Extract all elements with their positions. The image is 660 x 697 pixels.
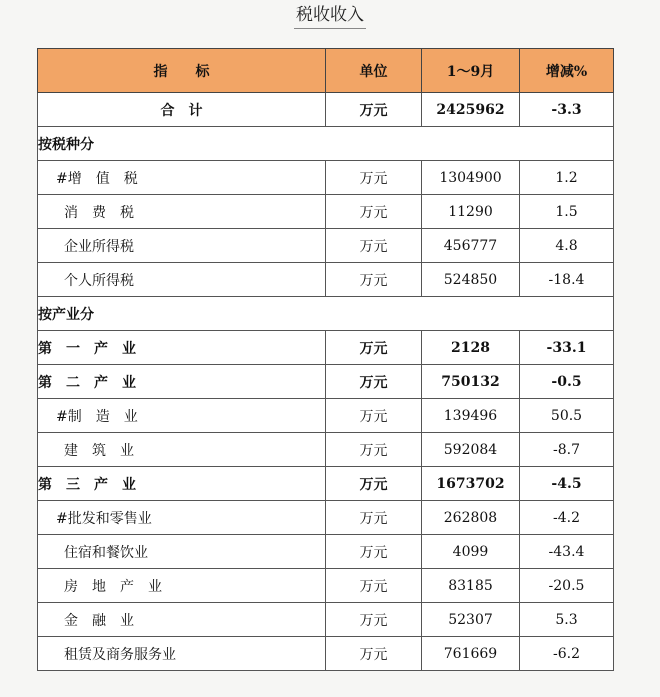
row-change: -4.2 (520, 501, 614, 535)
row-value: 262808 (422, 501, 520, 535)
row-unit: 万元 (326, 93, 422, 127)
table-section-row (38, 127, 614, 161)
table-row (38, 365, 614, 399)
row-value: 2128 (422, 331, 520, 365)
row-name: #制 造 业 (38, 399, 326, 433)
row-name: 消 费 税 (38, 195, 326, 229)
row-change: -4.5 (520, 467, 614, 501)
row-unit: 万元 (326, 263, 422, 297)
table-row (38, 603, 614, 637)
row-value: 592084 (422, 433, 520, 467)
row-value: 139496 (422, 399, 520, 433)
table-row (38, 263, 614, 297)
row-name: 合 计 (38, 93, 326, 127)
row-name: #批发和零售业 (38, 501, 326, 535)
row-unit: 万元 (326, 569, 422, 603)
table-row (38, 195, 614, 229)
page-title: 税收收入 (294, 4, 366, 29)
row-unit: 万元 (326, 229, 422, 263)
row-value: 750132 (422, 365, 520, 399)
table-section-row (38, 297, 614, 331)
row-unit: 万元 (326, 535, 422, 569)
row-value: 83185 (422, 569, 520, 603)
row-unit: 万元 (326, 501, 422, 535)
row-unit: 万元 (326, 161, 422, 195)
table-row (38, 569, 614, 603)
row-value: 52307 (422, 603, 520, 637)
row-value: 456777 (422, 229, 520, 263)
section-label: 按产业分 (38, 297, 614, 331)
row-unit: 万元 (326, 331, 422, 365)
row-name: 住宿和餐饮业 (38, 535, 326, 569)
row-name: 第 一 产 业 (38, 331, 326, 365)
table-row (38, 229, 614, 263)
row-unit: 万元 (326, 195, 422, 229)
table-row (38, 331, 614, 365)
row-change: 1.2 (520, 161, 614, 195)
row-change: 5.3 (520, 603, 614, 637)
table-row-total (38, 93, 614, 127)
row-unit: 万元 (326, 433, 422, 467)
title-area (0, 0, 660, 34)
row-name: 个人所得税 (38, 263, 326, 297)
row-change: -6.2 (520, 637, 614, 671)
row-change: -43.4 (520, 535, 614, 569)
row-name: #增 值 税 (38, 161, 326, 195)
row-value: 761669 (422, 637, 520, 671)
row-value: 524850 (422, 263, 520, 297)
section-label: 按税种分 (38, 127, 614, 161)
header-change: 增减% (520, 49, 614, 93)
row-change: -0.5 (520, 365, 614, 399)
header-unit: 单位 (326, 49, 422, 93)
row-change: 4.8 (520, 229, 614, 263)
table-row (38, 399, 614, 433)
table-row (38, 501, 614, 535)
row-name: 企业所得税 (38, 229, 326, 263)
row-unit: 万元 (326, 603, 422, 637)
table-header-row (38, 49, 614, 93)
header-indicator: 指 标 (38, 49, 326, 93)
row-unit: 万元 (326, 637, 422, 671)
row-value: 1673702 (422, 467, 520, 501)
row-change: -18.4 (520, 263, 614, 297)
table-row (38, 433, 614, 467)
row-unit: 万元 (326, 399, 422, 433)
table-row (38, 161, 614, 195)
row-change: 1.5 (520, 195, 614, 229)
row-name: 建 筑 业 (38, 433, 326, 467)
row-name: 租赁及商务服务业 (38, 637, 326, 671)
table-row (38, 467, 614, 501)
row-unit: 万元 (326, 467, 422, 501)
row-name: 第 三 产 业 (38, 467, 326, 501)
row-name: 金 融 业 (38, 603, 326, 637)
row-name: 第 二 产 业 (38, 365, 326, 399)
row-unit: 万元 (326, 365, 422, 399)
table-row (38, 535, 614, 569)
row-change: 50.5 (520, 399, 614, 433)
header-period: 1～9月 (422, 49, 520, 93)
tax-revenue-table (37, 48, 614, 671)
row-change: -3.3 (520, 93, 614, 127)
table-row (38, 637, 614, 671)
row-value: 1304900 (422, 161, 520, 195)
row-change: -20.5 (520, 569, 614, 603)
row-value: 4099 (422, 535, 520, 569)
row-value: 2425962 (422, 93, 520, 127)
row-change: -8.7 (520, 433, 614, 467)
row-value: 11290 (422, 195, 520, 229)
row-change: -33.1 (520, 331, 614, 365)
row-name: 房 地 产 业 (38, 569, 326, 603)
